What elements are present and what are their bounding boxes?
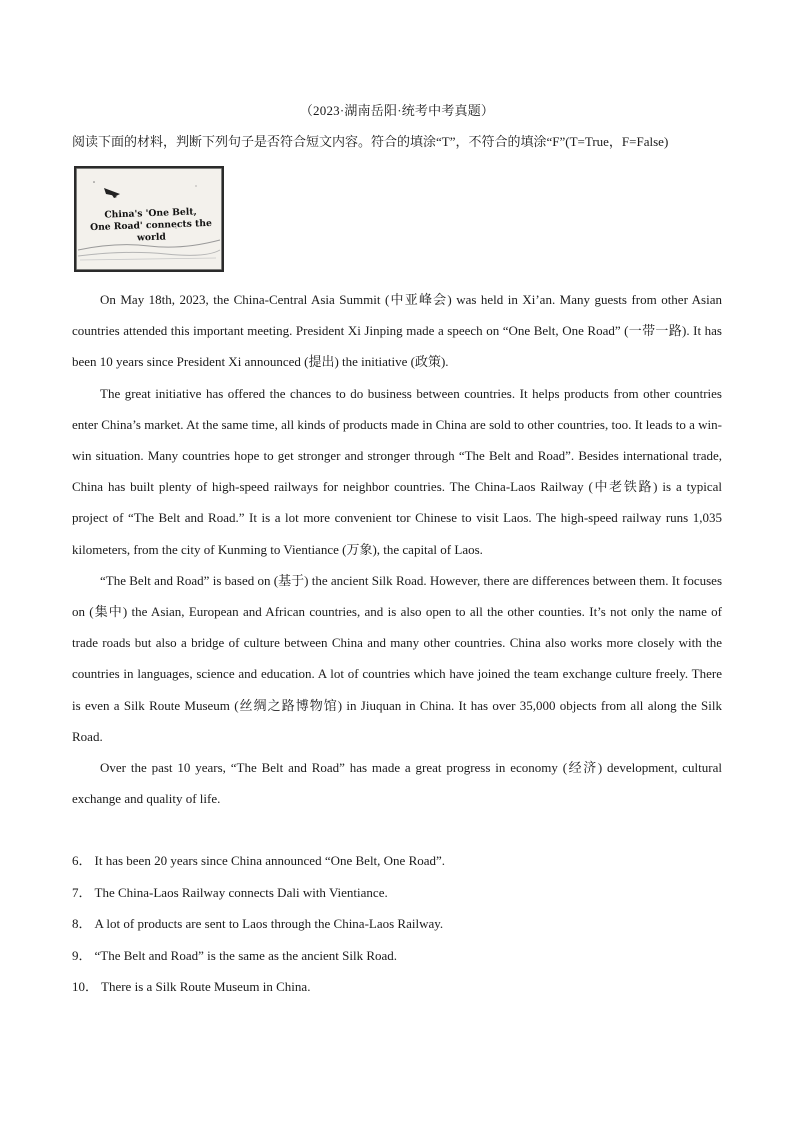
reading-passage xyxy=(72,284,722,814)
question-number: 10． xyxy=(72,979,99,994)
question-text: It has been 20 years since China announced “One Belt, One Road”. xyxy=(94,853,446,868)
question-number: 6． xyxy=(72,853,92,868)
question-number: 7． xyxy=(72,884,92,900)
illustration-caption xyxy=(81,206,220,247)
question-text: There is a Silk Route Museum in China. xyxy=(101,979,311,994)
caption-line-2: One Road' connects the world xyxy=(89,217,213,244)
question-text: A lot of products are sent to Laos through the China-Laos Railway. xyxy=(94,916,444,931)
paragraph: “The Belt and Road” is based on (基于) the ancient Silk Road. However, there are differences between them. It focuses on (集中) the Asian, European and African countries, and is also open to all the other counties. It’s not only the name of trade roads but also a bridge of culture between China and many other countries. China also works more closely with the countries in languages, science and education. A lot of countries which have joined the team exchange culture freely. There is even a Silk Route Museum (丝绸之路博物馆) in Jiuquan in China. It has over 35,000 objects from all along the Silk Road. xyxy=(72,572,722,744)
question-item xyxy=(72,845,722,877)
question-text: The China-Laos Railway connects Dali with Vientiance. xyxy=(94,884,388,900)
instructions: 阅读下面的材料，判断下列句子是否符合短文内容。符合的填涂“T”，不符合的填涂“F”(T=True，F=False) xyxy=(72,134,669,149)
question-source: （2023·湖南岳阳·统考中考真题） xyxy=(299,103,495,118)
question-item xyxy=(72,971,722,1003)
question-list xyxy=(72,845,722,1003)
question-number: 9． xyxy=(72,947,92,963)
illustration-photo xyxy=(74,166,224,272)
caption-line-1: China's 'One Belt, xyxy=(104,206,197,221)
paragraph: The great initiative has offered the chances to do business between countries. It helps products from other countries enter China’s market. At the same time, all kinds of products made in China are sold to other countries, too. It leads to a win-win situation. Many countries hope to get stronger and stronger through “The Belt and Road”. Besides international trade, China has built plenty of high-speed railways for neighbor countries. The China-Laos Railway (中老铁路) is a typical project of “The Belt and Road.” It is a lot more convenient tor Chinese to visit Laos. The high-speed railway runs 1,035 kilometers, from the city of Kunming to Vientiance (万象), the capital of Laos. xyxy=(72,385,722,557)
paragraph: On May 18th, 2023, the China-Central Asia Summit (中亚峰会) was held in Xi’an. Many guests from other Asian countries attended this important meeting. President Xi Jinping made a speech on “One Belt, One Road” (一带一路). It has been 10 years since President Xi announced (提出) the initiative (政策). xyxy=(72,292,722,370)
paragraph: Over the past 10 years, “The Belt and Road” has made a great progress in economy (经济) development, cultural exchange and quality of life. xyxy=(72,760,722,807)
question-item xyxy=(72,877,722,909)
question-item xyxy=(72,940,722,972)
question-item xyxy=(72,908,722,940)
question-number: 8． xyxy=(72,916,92,931)
question-text: “The Belt and Road” is the same as the ancient Silk Road. xyxy=(94,947,398,963)
